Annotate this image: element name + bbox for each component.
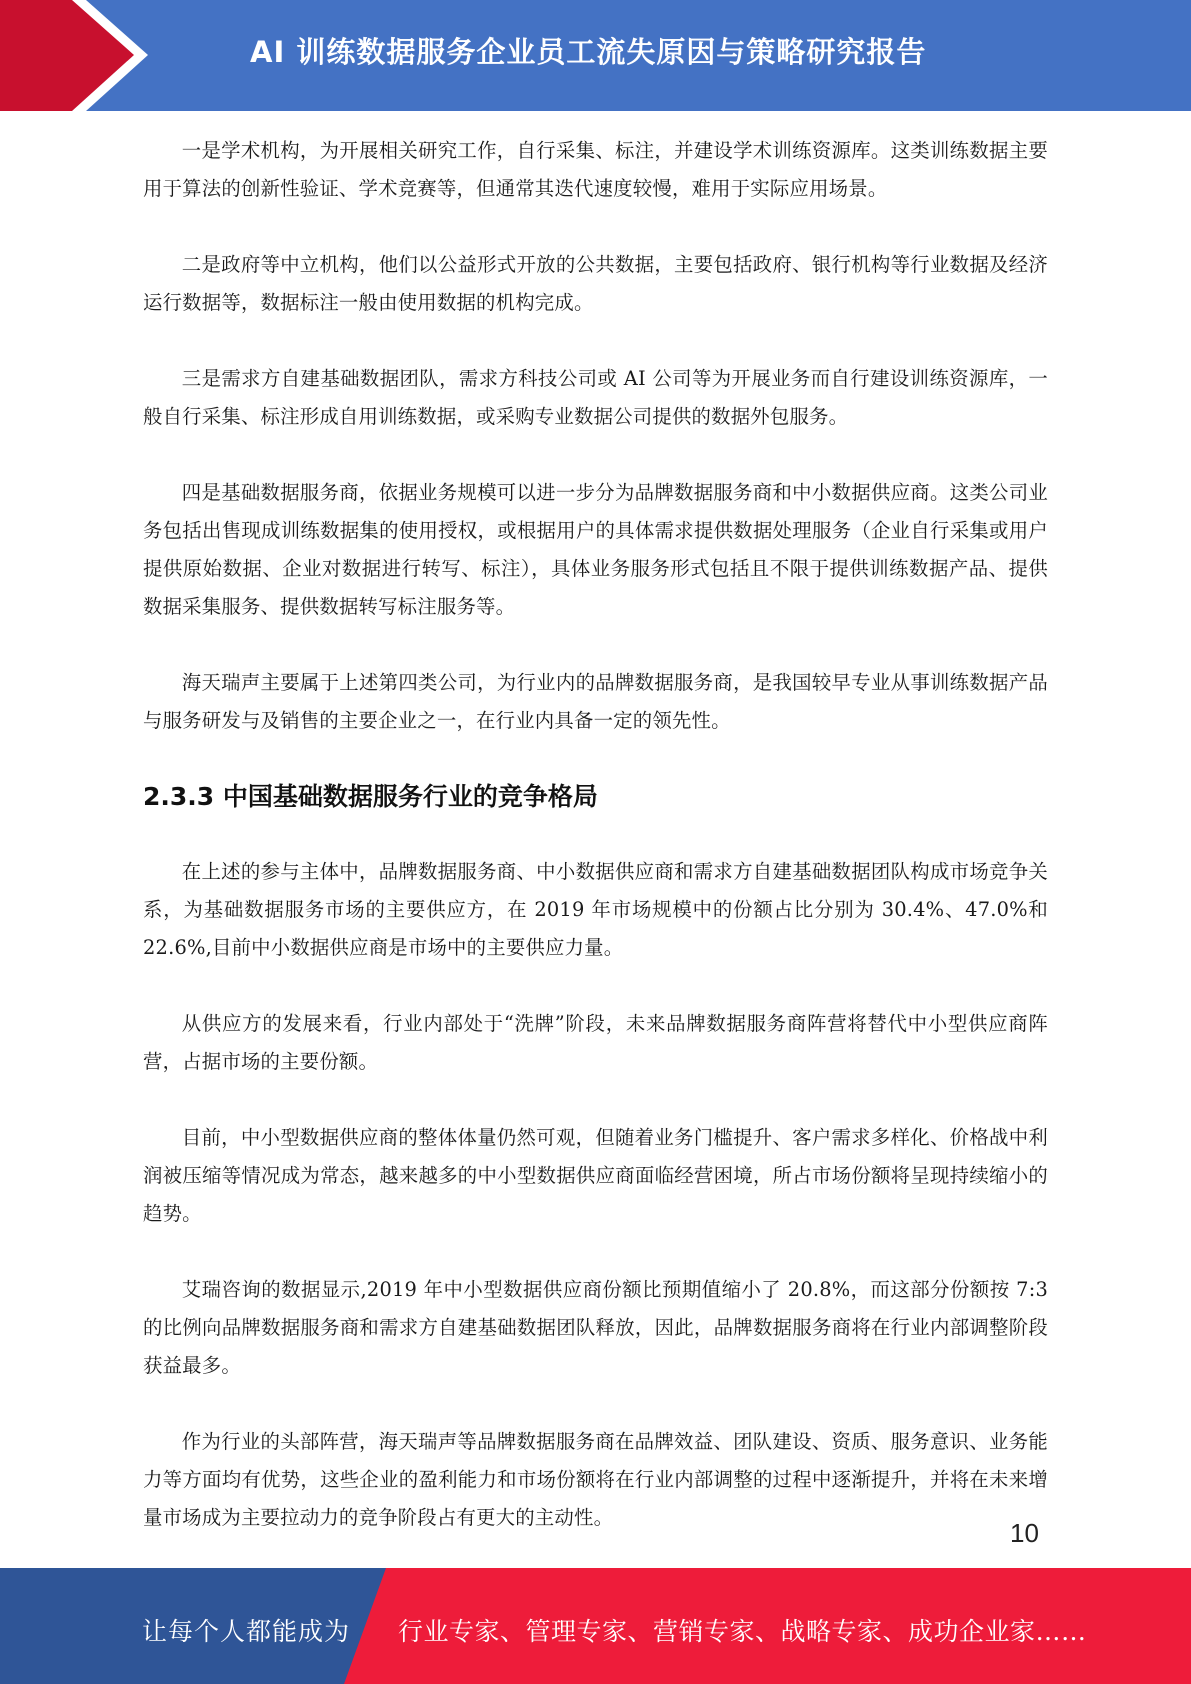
page-header [0, 0, 1191, 111]
paragraph-leading-camp: 作为行业的头部阵营，海天瑞声等品牌数据服务商在品牌效益、团队建设、资质、服务意识、业务能力等方面均有优势，这些企业的盈利能力和市场份额将在行业内部调整的过程中逐渐提升，并将在未来增量市场成为主要拉动力的竞争阶段占有更大的主动性。 [143, 1430, 1048, 1529]
footer-slogan: 让每个人都能成为 [142, 1617, 351, 1646]
footer-roles: 行业专家、管理专家、营销专家、战略专家、成功企业家…… [398, 1617, 1087, 1646]
report-title: AI 训练数据服务企业员工流失原因与策略研究报告 [250, 35, 927, 69]
main-content [143, 132, 1048, 1575]
paragraph-demand-side-teams: 三是需求方自建基础数据团队，需求方科技公司或 AI 公司等为开展业务而自行建设训练资源库，一般自行采集、标注形成自用训练数据，或采购专业数据公司提供的数据外包服务。 [143, 367, 1048, 428]
paragraph-data-service-providers: 四是基础数据服务商，依据业务规模可以进一步分为品牌数据服务商和中小数据供应商。这类公司业务包括出售现成训练数据集的使用授权，或根据用户的具体需求提供数据处理服务（企业自行采集或用户提供原始数据、企业对数据进行转写、标注），具体业务服务形式包括且不限于提供训练数据产品、提供数据采集服务、提供数据转写标注服务等。 [143, 481, 1048, 618]
paragraph-small-suppliers: 目前，中小型数据供应商的整体体量仍然可观，但随着业务门槛提升、客户需求多样化、价格战中利润被压缩等情况成为常态，越来越多的中小型数据供应商面临经营困境，所占市场份额将呈现持续缩小的趋势。 [143, 1126, 1048, 1225]
header-arrow-decoration [0, 0, 200, 111]
paragraph-iresearch-data: 艾瑞咨询的数据显示,2019 年中小型数据供应商份额比预期值缩小了 20.8%，而这部分份额按 7:3 的比例向品牌数据服务商和需求方自建基础数据团队释放，因此，品牌数据服务商将在行业内部调整阶段获益最多。 [143, 1278, 1048, 1377]
page-number: 10 [1010, 1518, 1039, 1548]
paragraph-supply-development: 从供应方的发展来看，行业内部处于“洗牌”阶段，未来品牌数据服务商阵营将替代中小型供应商阵营，占据市场的主要份额。 [143, 1012, 1048, 1073]
paragraph-market-share: 在上述的参与主体中，品牌数据服务商、中小数据供应商和需求方自建基础数据团队构成市场竞争关系，为基础数据服务市场的主要供应方，在 2019 年市场规模中的份额占比分别为 30.4%、47.0%和 22.6%,目前中小数据供应商是市场中的主要供应力量。 [143, 860, 1048, 959]
page-footer [0, 1568, 1191, 1684]
paragraph-haitian-ruisheng: 海天瑞声主要属于上述第四类公司，为行业内的品牌数据服务商，是我国较早专业从事训练数据产品与服务研发与及销售的主要企业之一，在行业内具备一定的领先性。 [143, 671, 1048, 732]
paragraph-academic-institutions: 一是学术机构，为开展相关研究工作，自行采集、标注，并建设学术训练资源库。这类训练数据主要用于算法的创新性验证、学术竞赛等，但通常其迭代速度较慢，难用于实际应用场景。 [143, 139, 1048, 200]
paragraph-government-institutions: 二是政府等中立机构，他们以公益形式开放的公共数据，主要包括政府、银行机构等行业数据及经济运行数据等，数据标注一般由使用数据的机构完成。 [143, 253, 1048, 314]
section-heading: 2.3.3 中国基础数据服务行业的竞争格局 [143, 782, 598, 811]
